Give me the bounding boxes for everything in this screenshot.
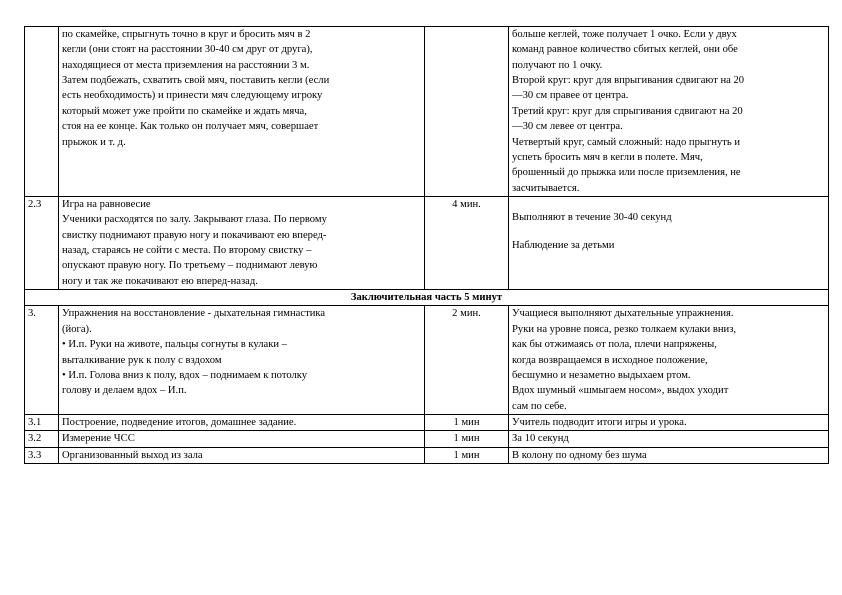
notes-line: Наблюдение за детьми (512, 240, 615, 252)
row-notes (509, 306, 829, 415)
row-time: 2 мин. (425, 306, 509, 415)
row-number: 3. (25, 306, 59, 415)
content-line: голову и делаем вдох – И.п. (62, 385, 187, 397)
section-title: Заключительная часть 5 минут (25, 290, 829, 306)
content-line: Ученики расходятся по залу. Закрывают глаза. По первому (62, 214, 327, 226)
row-time: 1 мин (425, 431, 509, 447)
row-time: 1 мин (425, 414, 509, 430)
content-line: • И.п. Голова вниз к полу, вдох – поднимаем к потолку (62, 369, 308, 381)
spacer (512, 225, 825, 238)
row-notes (509, 196, 829, 289)
content-line: находящиеся от места приземления на расстоянии 3 м. (62, 59, 310, 71)
lesson-plan-table (24, 26, 829, 464)
notes-line: Руки на уровне пояса, резко толкаем кулаки вниз, (512, 323, 737, 335)
content-line: свистку поднимают правую ногу и покачивают ею вперед- (62, 229, 327, 241)
notes-line: Вдох шумный «шмыгаем носом», выдох уходит (512, 385, 729, 397)
row-content (59, 306, 425, 415)
row-time (425, 27, 509, 197)
row-content (59, 27, 425, 197)
content-line: назад, стараясь не сойти с места. По второму свистку – (62, 245, 312, 257)
row-number: 3.2 (25, 431, 59, 447)
row-content (59, 196, 425, 289)
notes-line: Третий круг: круг для спрыгивания сдвигают на 20 (512, 105, 743, 117)
content-line: который может уже пройти по скамейке и ждать мяча, (62, 105, 307, 117)
content-line: по скамейке, спрыгнуть точно в круг и бросить мяч в 2 (62, 29, 311, 40)
row-number: 3.3 (25, 447, 59, 463)
row-notes: Учитель подводит итоги игры и урока. (509, 414, 829, 430)
notes-line: когда возвращаемся в исходное положение, (512, 354, 708, 366)
row-notes: В колону по одному без шума (509, 447, 829, 463)
section-row (25, 290, 829, 306)
table-row (25, 447, 829, 463)
notes-line: засчитывается. (512, 182, 580, 194)
row-number (25, 27, 59, 197)
notes-line: получают по 1 очку. (512, 59, 603, 71)
row-content: Измерение ЧСС (59, 431, 425, 447)
notes-line: сам по себе. (512, 400, 567, 412)
notes-line: Выполняют в течение 30-40 секунд (512, 211, 672, 223)
table-row (25, 306, 829, 415)
content-line: (йога). (62, 323, 92, 335)
row-number: 2.3 (25, 196, 59, 289)
content-line: Упражнения на восстановление - дыхательная гимнастика (62, 308, 326, 320)
notes-line: Второй круг: круг для впрыгивания сдвигают на 20 (512, 75, 745, 87)
notes-line: бесшумно и незаметно выдыхаем ртом. (512, 369, 691, 381)
notes-line: Четвертый круг, самый сложный: надо прыгнуть и (512, 136, 741, 148)
row-notes (509, 27, 829, 197)
content-line: ногу и так же покачивают ею вперед-назад. (62, 275, 258, 287)
table-row (25, 27, 829, 197)
row-notes: За 10 секунд (509, 431, 829, 447)
content-line: Игра на равновесие (62, 198, 151, 210)
notes-line: —30 см правее от центра. (512, 90, 629, 102)
content-line: выталкивание рук к полу с вздохом (62, 354, 222, 366)
notes-line: —30 см левее от центра. (512, 121, 623, 133)
notes-line: успеть бросить мяч в кегли в полете. Мяч, (512, 151, 703, 163)
content-line: опускают правую ногу. По третьему – поднимают левую (62, 260, 318, 272)
content-line: • И.п. Руки на животе, пальцы согнуты в кулаки – (62, 339, 287, 351)
content-line: прыжок и т. д. (62, 136, 126, 148)
content-line: стоя на ее конце. Как только он получает мяч, совершает (62, 121, 319, 133)
table-row (25, 431, 829, 447)
row-time: 4 мин. (425, 196, 509, 289)
notes-line: как бы отжимаясь от пола, плечи напряжены, (512, 339, 717, 351)
notes-line: больше кеглей, тоже получает 1 очко. Если у двух (512, 29, 737, 40)
notes-line: команд равное количество сбитых кеглей, они обе (512, 44, 738, 56)
content-line: есть необходимость) и принести мяч следующему игроку (62, 90, 323, 102)
spacer (512, 197, 825, 210)
table-row (25, 414, 829, 430)
notes-line: Учащиеся выполняют дыхательные упражнения. (512, 308, 734, 320)
row-content: Организованный выход из зала (59, 447, 425, 463)
content-line: кегли (они стоят на расстоянии 30-40 см друг от друга), (62, 44, 313, 56)
table-row (25, 196, 829, 289)
row-number: 3.1 (25, 414, 59, 430)
content-line: Затем подбежать, схватить свой мяч, поставить кегли (если (62, 75, 330, 87)
notes-line: брошенный до прыжка или после приземления, не (512, 167, 741, 179)
row-time: 1 мин (425, 447, 509, 463)
row-content: Построение, подведение итогов, домашнее задание. (59, 414, 425, 430)
